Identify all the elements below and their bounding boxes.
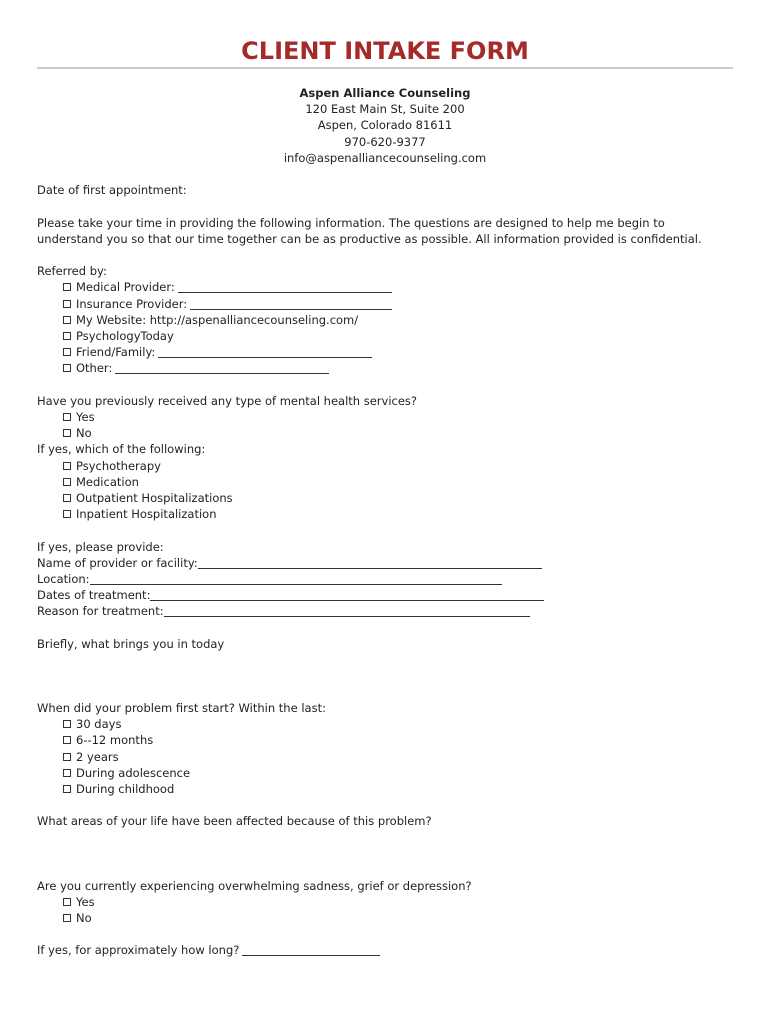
previous-services-section — [37, 393, 733, 523]
option-label: During childhood — [76, 782, 175, 797]
checkbox[interactable] — [63, 348, 71, 356]
checkbox[interactable] — [63, 769, 71, 777]
provider-name-blank[interactable] — [198, 557, 542, 569]
checkbox[interactable] — [63, 332, 71, 340]
howlong-row — [37, 942, 733, 958]
title-divider — [37, 67, 733, 69]
option-label: 6--12 months — [76, 733, 154, 748]
checkbox[interactable] — [63, 736, 71, 744]
brings-question: Briefly, what brings you in today — [37, 636, 225, 651]
previous-services-question: Have you previously received any type of mental health services? — [37, 393, 418, 408]
checkbox[interactable] — [63, 510, 71, 518]
referred-option-medical — [37, 279, 733, 295]
sadness-no — [37, 910, 733, 926]
option-label: PsychologyToday — [76, 329, 174, 343]
start-question: When did your problem first start? Within the last: — [37, 701, 326, 716]
provider-section — [37, 539, 733, 620]
brings-answer-space[interactable] — [37, 652, 733, 700]
areas-question: What areas of your life have been affected because of this problem? — [37, 814, 432, 829]
intro-paragraph — [37, 215, 733, 247]
referred-option-psychologytoday — [37, 328, 733, 344]
medical-provider-blank[interactable] — [178, 281, 392, 293]
sadness-section — [37, 878, 733, 927]
org-email: info@aspenalliancecounseling.com — [283, 150, 487, 165]
referred-option-other — [37, 360, 733, 376]
option-label: Friend/Family: — [76, 345, 156, 360]
start-option-adolescence — [37, 765, 733, 781]
dates-label: Dates of treatment: — [37, 588, 151, 603]
location-row — [37, 571, 733, 587]
checkbox[interactable] — [63, 914, 71, 922]
location-label: Location: — [37, 572, 90, 587]
start-option-2-years — [37, 749, 733, 765]
checkbox[interactable] — [63, 364, 71, 372]
org-info — [37, 85, 733, 166]
service-option-psychotherapy — [37, 458, 733, 474]
referred-option-website — [37, 312, 733, 328]
option-label: 30 days — [76, 717, 122, 732]
checkbox[interactable] — [63, 494, 71, 502]
checkbox[interactable] — [63, 429, 71, 437]
start-option-30-days — [37, 716, 733, 732]
reason-row — [37, 603, 733, 619]
checkbox[interactable] — [63, 300, 71, 308]
sadness-yes — [37, 894, 733, 910]
service-option-inpatient — [37, 506, 733, 522]
option-label: No — [76, 911, 92, 926]
checkbox[interactable] — [63, 753, 71, 761]
org-name: Aspen Alliance Counseling — [299, 86, 471, 100]
option-label: Other: — [76, 361, 113, 376]
org-phone: 970-620-9377 — [344, 134, 426, 149]
checkbox[interactable] — [63, 720, 71, 728]
option-label: No — [76, 426, 92, 441]
option-label: My Website: http://aspenalliancecounseling.com/ — [76, 312, 359, 327]
checkbox[interactable] — [63, 898, 71, 906]
option-label: Outpatient Hospitalizations — [76, 491, 233, 506]
dates-blank[interactable] — [150, 589, 544, 601]
intro-line-1: Please take your time in providing the following information. The questions are designed to help me begin to — [37, 215, 665, 230]
option-label: Medical Provider: — [76, 280, 175, 295]
checkbox[interactable] — [63, 785, 71, 793]
org-address-line2: Aspen, Colorado 81611 — [317, 118, 453, 133]
option-label: Yes — [76, 894, 95, 909]
reason-label: Reason for treatment: — [37, 604, 164, 619]
location-blank[interactable] — [90, 573, 502, 585]
areas-answer-space[interactable] — [37, 830, 733, 878]
intro-line-2: understand you so that our time together can be as productive as possible. All information provided is confidential. — [37, 231, 702, 246]
howlong-label: If yes, for approximately how long? — [37, 943, 240, 958]
previous-services-yes — [37, 409, 733, 425]
option-label: Medication — [76, 474, 139, 489]
service-option-outpatient — [37, 490, 733, 506]
provider-name-label: Name of provider or facility: — [37, 555, 198, 570]
start-option-childhood — [37, 781, 733, 797]
other-blank[interactable] — [115, 362, 329, 374]
sadness-question: Are you currently experiencing overwhelming sadness, grief or depression? — [37, 878, 472, 893]
checkbox[interactable] — [63, 462, 71, 470]
checkbox[interactable] — [63, 283, 71, 291]
option-label: Yes — [76, 410, 95, 424]
start-option-6-12-months — [37, 732, 733, 748]
previous-services-no — [37, 425, 733, 441]
referred-option-friend — [37, 344, 733, 360]
insurance-provider-blank[interactable] — [190, 298, 392, 310]
start-section — [37, 700, 733, 797]
option-label: Inpatient Hospitalization — [76, 507, 217, 522]
form-title: CLIENT INTAKE FORM — [241, 37, 529, 65]
howlong-blank[interactable] — [242, 944, 380, 956]
friend-family-blank[interactable] — [158, 346, 372, 358]
checkbox[interactable] — [63, 413, 71, 421]
provider-name-row — [37, 555, 733, 571]
option-label: Psychotherapy — [76, 458, 161, 473]
reason-blank[interactable] — [164, 605, 530, 617]
option-label: Insurance Provider: — [76, 296, 188, 311]
dates-row — [37, 587, 733, 603]
previous-services-followup: If yes, which of the following: — [37, 442, 206, 457]
referred-label: Referred by: — [37, 264, 107, 279]
referred-section — [37, 263, 733, 376]
org-address-line1: 120 East Main St, Suite 200 — [305, 102, 465, 117]
checkbox[interactable] — [63, 316, 71, 324]
service-option-medication — [37, 474, 733, 490]
option-label: 2 years — [76, 749, 119, 764]
referred-option-insurance — [37, 296, 733, 312]
appointment-date-label: Date of first appointment: — [37, 183, 187, 198]
checkbox[interactable] — [63, 478, 71, 486]
option-label: During adolescence — [76, 765, 191, 780]
provider-intro: If yes, please provide: — [37, 539, 164, 554]
